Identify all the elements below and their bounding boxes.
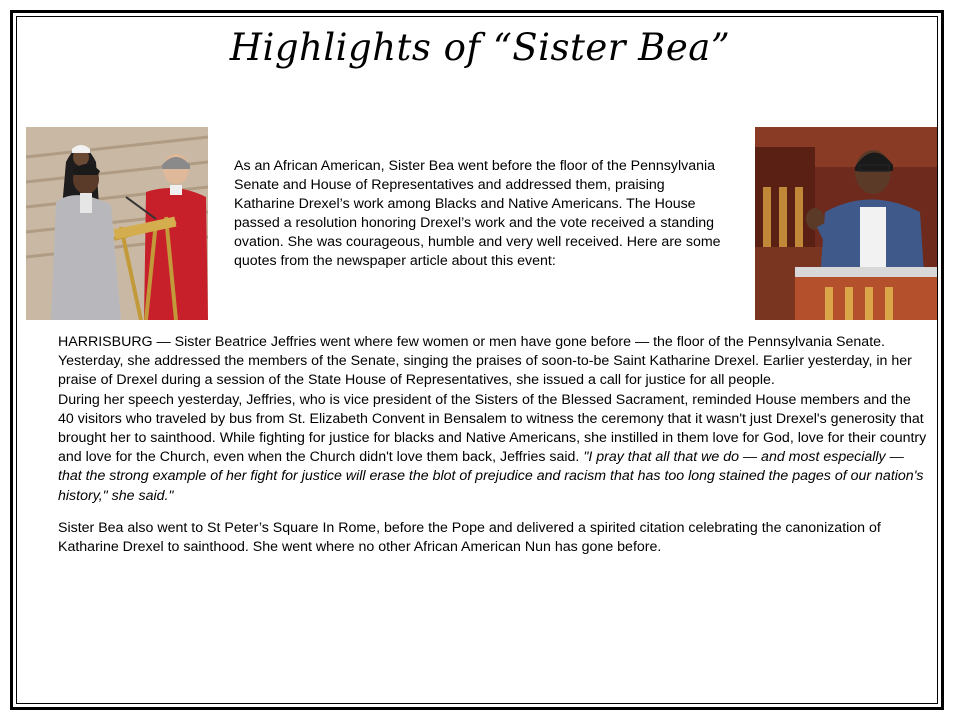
photo-house-speech: [755, 127, 937, 320]
intro-paragraph: As an African American, Sister Bea went before the floor of the Pennsylvania Senate and House of Representatives and addressed them, praising Katharine Drexel’s work among Blacks and Native Americans. The House passed a resolution honoring Drexel’s work and the vote received a standing ovation. She was courageous, humble and very well received. Here are some quotes from the newspaper article about this event:: [234, 158, 721, 269]
article-paragraph-3: Sister Bea also went to St Peter’s Square In Rome, before the Pope and delivered a spirited citation celebrating the canonization of Katharine Drexel to sainthood. She went where no other African American Nun has gone before.: [58, 519, 881, 556]
page-title: Highlights of “Sister Bea”: [229, 26, 731, 69]
article-paragraph-2: [58, 391, 928, 506]
article-paragraph-1: [58, 333, 928, 391]
article-paragraph-2-text: During her speech yesterday, Jeffries, who is vice president of the Sisters of the Blessed Sacrament, reminded House members and the 40 visitors who traveled by bus from St. Elizabeth Convent in Bensalem to witness the ceremony that it wasn't just Drexel's generosity that brought her to sainthood. While fighting for justice for blacks and Native Americans, she instilled in them love for God, love for their country and love for the Church, even when the Church didn't love them back, Jeffries said.: [58, 391, 927, 466]
photo-senate-speech: [26, 127, 208, 320]
newspaper-article: [58, 333, 928, 557]
article-paragraph-1-text: — Sister Beatrice Jeffries went where few women or men have gone before — the floor of the Pennsylvania Senate. Yesterday, she addressed the members of the Senate, singing the praises of soon-to-be Saint Katharine Drexel. Earlier yesterday, in her praise of Drexel during a session of the State House of Representatives, she issued a call for justice for all people.: [58, 334, 912, 389]
article-quote: "I pray that all that we do — and most especially — that the strong example of her fight for justice will erase the blot of prejudice and racism that has too long stained the pages of our nation's history," she said.": [58, 449, 924, 504]
article-dateline: HARRISBURG: [58, 334, 153, 350]
